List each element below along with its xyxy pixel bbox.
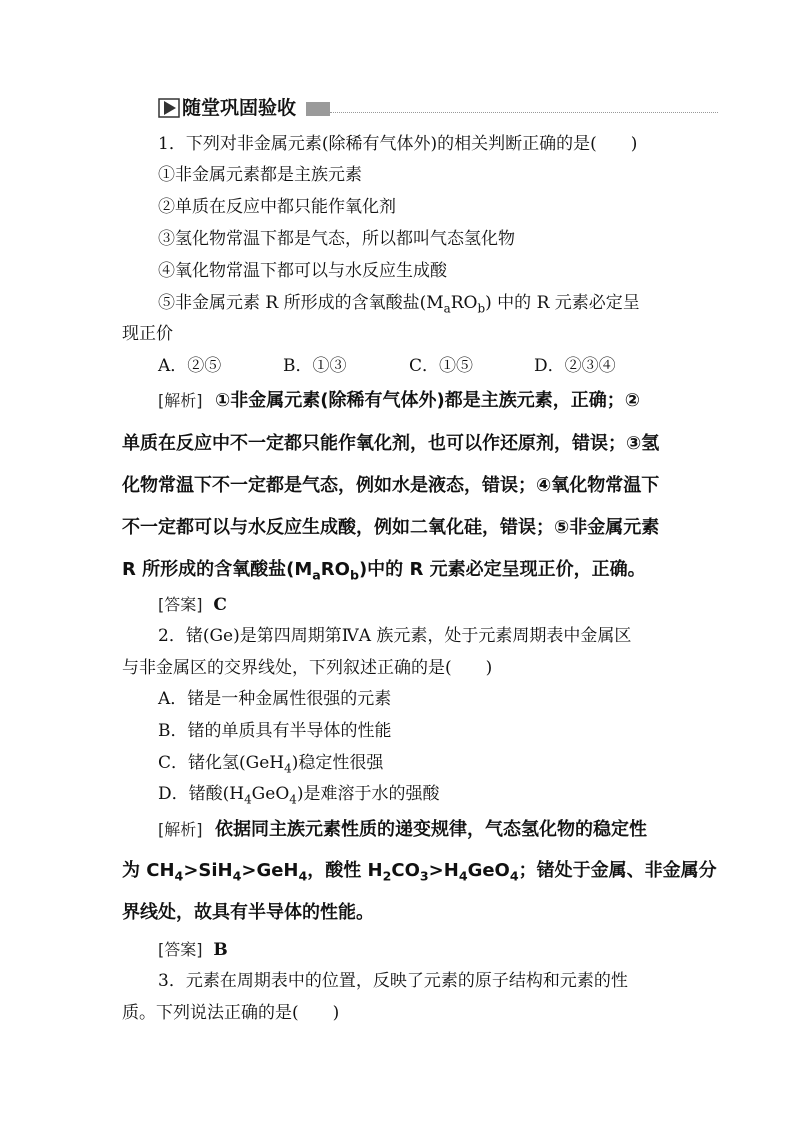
q2-stem-line-1: 2．锗(Ge)是第四周期第ⅣA 族元素，处于元素周期表中金属区 — [158, 626, 632, 646]
q2-analysis-tag: [解析] — [158, 820, 203, 839]
q2-option-b[interactable]: B．锗的单质具有半导体的性能 — [158, 721, 392, 741]
q2-option-a[interactable]: A．锗是一种金属性很强的元素 — [158, 689, 392, 709]
q1-statement-5-cont: 现正价 — [122, 324, 173, 344]
q1-stem: 1．下列对非金属元素(除稀有气体外)的相关判断正确的是( ) — [158, 134, 638, 154]
section-title: 随堂巩固验收 — [182, 97, 297, 119]
q2-answer-tag: [答案] — [158, 940, 203, 959]
header-divider — [330, 112, 718, 113]
q1-statement-1: ①非金属元素都是主族元素 — [158, 165, 362, 185]
q2-option-d[interactable]: D．锗酸$(H_4GeO_4)$是难溶于水的强酸 — [158, 784, 440, 807]
q3-stem-line-1: 3．元素在周期表中的位置，反映了元素的原子结构和元素的性 — [158, 971, 628, 991]
q1-statement-4: ④氧化物常温下都可以与水反应生成酸 — [158, 261, 447, 281]
q1-statement-5: ⑤非金属元素 R 所形成的含氧酸盐$(M_aRO_b)$ 中的 R 元素必定呈 — [158, 293, 640, 316]
q2-answer: [答案] B — [158, 940, 228, 960]
q1-analysis-line-5: R 所形成的含氧酸盐$(M_aRO_b)$中的 R 元素必定呈现正价，正确。 — [122, 559, 646, 583]
q3-stem-line-2: 质。下列说法正确的是( ) — [122, 1003, 340, 1023]
q1-analysis-line-1: [解析] ①非金属元素(除稀有气体外)都是主族元素，正确；② — [158, 390, 640, 411]
header-bar — [306, 102, 330, 116]
q2-analysis-line-2: 为 $CH_4>SiH_4>GeH_4$，酸性 $H_2CO_3>H_4GeO_4$；锗处于金属、非金属分 — [122, 860, 717, 884]
play-arrow-icon — [158, 98, 180, 118]
q1-analysis-tag: [解析] — [158, 391, 203, 410]
q2-option-c[interactable]: C．锗化氢(GeH$_4$)稳定性很强 — [158, 753, 384, 776]
q2-stem-line-2: 与非金属区的交界线处，下列叙述正确的是( ) — [122, 658, 493, 678]
q1-choice-c[interactable]: C．①⑤ — [409, 356, 474, 376]
q1-answer: [答案] C — [158, 595, 227, 615]
section-header — [158, 94, 718, 122]
q1-choice-d[interactable]: D．②③④ — [534, 356, 616, 376]
q1-statement-3: ③氢化物常温下都是气态，所以都叫气态氢化物 — [158, 229, 515, 249]
q1-statement-2: ②单质在反应中都只能作氧化剂 — [158, 197, 396, 217]
q1-analysis-line-3: 化物常温下不一定都是气态，例如水是液态，错误；④氧化物常温下 — [122, 475, 660, 496]
q1-analysis-line-2: 单质在反应中不一定都只能作氧化剂，也可以作还原剂，错误；③氢 — [122, 433, 660, 454]
q1-answer-tag: [答案] — [158, 595, 203, 614]
q1-choice-a[interactable]: A．②⑤ — [158, 356, 222, 376]
q1-choice-b[interactable]: B．①③ — [283, 356, 347, 376]
q2-analysis-line-1: [解析] 依据同主族元素性质的递变规律，气态氢化物的稳定性 — [158, 819, 648, 840]
q1-analysis-line-4: 不一定都可以与水反应生成酸，例如二氧化硅，错误；⑤非金属元素 — [122, 517, 660, 538]
q2-analysis-line-3: 界线处，故具有半导体的性能。 — [122, 902, 374, 923]
